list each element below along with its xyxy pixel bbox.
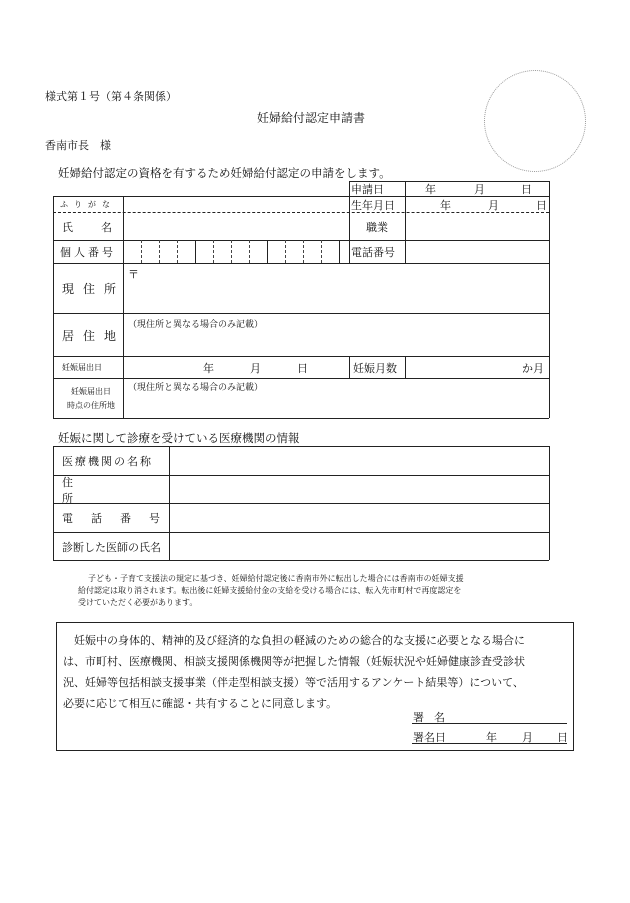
address-at-report-label: [60, 385, 122, 413]
birth-date-label: 生年月日: [351, 198, 395, 212]
consent-line-2: は、市町村、医療機関、相談支援関係機関等が把握した情報（妊娠状況や妊婦健康診査受診状: [63, 655, 525, 668]
report-date-month: 月: [250, 361, 261, 375]
pregnancy-months-label: 妊娠月数: [353, 361, 397, 375]
form-number: 様式第１号（第４条関係）: [45, 90, 177, 103]
page-title: 妊婦給付認定申請書: [257, 111, 366, 125]
application-date-day: 日: [521, 183, 532, 196]
medical-address-label-text: 住所: [62, 475, 149, 505]
name-label: 氏名: [62, 220, 140, 234]
application-date-month: 月: [474, 183, 485, 196]
furigana-label: ふりがな: [60, 200, 116, 209]
signature-date-label: 署名日: [413, 731, 446, 744]
residence-label: 居住地: [62, 328, 126, 343]
address-at-report-note: （現住所と異なる場合のみ記載）: [128, 383, 264, 393]
consent-line-3: 況、妊婦等包括相談支援事業（伴走型相談支援）等で活用するアンケート結果等）について、: [63, 676, 524, 689]
address-at-report-label-2: 時点の住所地: [67, 401, 115, 410]
birth-date-day: 日: [536, 198, 547, 212]
occupation-label: 職業: [366, 220, 388, 234]
medical-address-label: [62, 476, 162, 503]
phone-label: 電話番号: [351, 246, 395, 259]
notice-line-1: 子ども・子育て支援法の規定に基づき、妊婦給付認定後に香南市外に転出した場合には香南市の妊婦支援: [88, 574, 464, 583]
report-date-day: 日: [297, 361, 308, 375]
residence-note: （現住所と異なる場合のみ記載）: [128, 320, 264, 330]
application-date-year: 年: [425, 183, 436, 196]
medical-phone-label: 電話番号: [62, 512, 178, 525]
personal-number-label: 個人番号: [60, 246, 116, 259]
report-date-year: 年: [203, 361, 214, 375]
notice-line-3: 受けていただく必要があります。: [78, 598, 198, 607]
signature-date-day: 日: [557, 731, 568, 744]
postal-mark: 〒: [128, 268, 139, 281]
institution-label: 医療機関の名称: [62, 455, 153, 468]
consent-line-1: 妊娠中の身体的、精神的及び経済的な負担の軽減のための総合的な支援に必要となる場合に: [74, 634, 525, 647]
signature-date-line: [412, 743, 567, 744]
addressee: 香南市長 様: [45, 139, 111, 152]
pregnancy-report-date-label: 妊娠届出日: [62, 363, 102, 372]
signature-line: [412, 723, 567, 724]
consent-line-4: 必要に応じて相互に確認・共有することに同意します。: [63, 697, 338, 710]
months-unit: か月: [522, 361, 544, 375]
notice-line-2: 給付認定は取り消されます。転出後に妊婦支援給付金の支給を受ける場合には、転入先市町村で再度認定を: [78, 586, 462, 595]
notice-text: [78, 573, 464, 609]
intro-text: 妊婦給付認定の資格を有するため妊婦給付認定の申請をします。: [58, 166, 391, 180]
signature-label: 署名: [413, 711, 455, 724]
application-date-label: 申請日: [351, 183, 384, 196]
medical-heading: 妊娠に関して診療を受けている医療機関の情報: [58, 431, 300, 445]
address-label: 現住所: [62, 282, 126, 296]
birth-date-year: 年: [440, 198, 451, 212]
doctor-label: 診断した医師の氏名: [62, 540, 161, 554]
receipt-stamp-area: [484, 70, 586, 172]
birth-date-month: 月: [488, 198, 499, 212]
consent-text: [63, 630, 525, 714]
address-at-report-label-1: 妊娠届出日: [71, 387, 111, 396]
signature-date-month: 月: [522, 731, 533, 744]
signature-date-year: 年: [486, 731, 497, 744]
